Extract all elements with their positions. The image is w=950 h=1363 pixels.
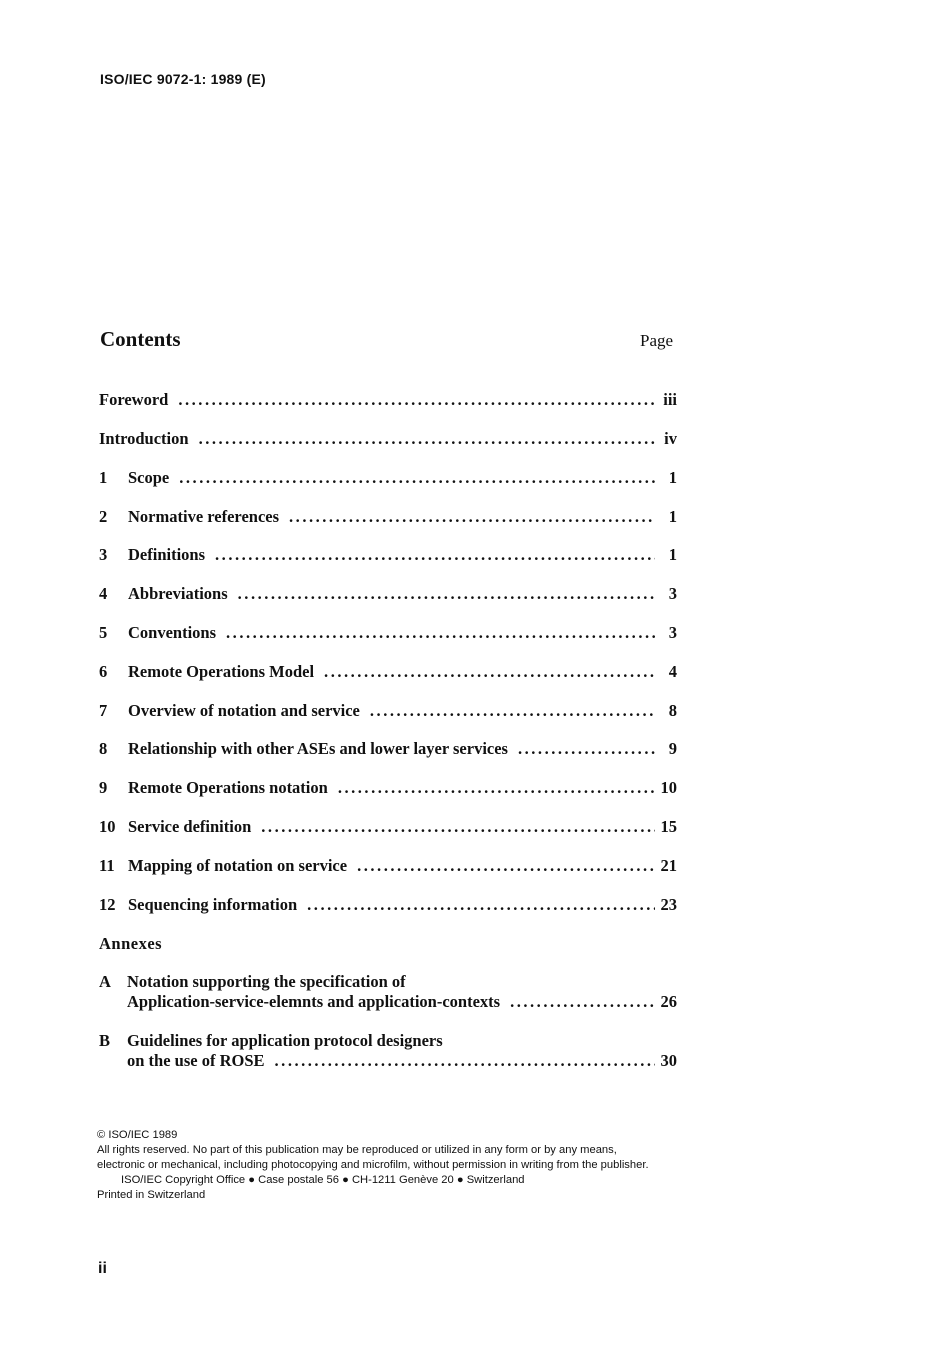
dot-leader xyxy=(338,778,655,798)
annex-entry[interactable] xyxy=(99,1031,677,1071)
toc-entry[interactable] xyxy=(99,390,677,410)
toc-entry-title: Scope xyxy=(128,468,170,487)
toc-entry-number: 2 xyxy=(99,507,108,526)
annexes-label: Annexes xyxy=(99,934,163,953)
toc-entry[interactable] xyxy=(99,817,677,837)
toc-entry[interactable] xyxy=(99,545,677,565)
toc-entry-title: Sequencing information xyxy=(128,895,298,914)
toc-entry-page: 1 xyxy=(668,507,677,526)
toc-entry[interactable] xyxy=(99,778,677,798)
dot-leader xyxy=(179,468,655,488)
toc-entry-number: 1 xyxy=(99,468,108,487)
document-id-header: ISO/IEC 9072-1: 1989 (E) xyxy=(100,71,266,87)
annex-letter: A xyxy=(99,972,111,991)
dot-leader xyxy=(307,895,654,915)
dot-leader xyxy=(199,429,655,449)
toc-entry-title: Conventions xyxy=(128,623,217,642)
toc-entry-number: 8 xyxy=(99,739,108,758)
toc-entry-number: 3 xyxy=(99,545,108,564)
toc-entry[interactable] xyxy=(99,856,677,876)
toc-entry-page: 1 xyxy=(668,545,677,564)
toc-entry-title: Introduction xyxy=(99,429,189,448)
page-column-label: Page xyxy=(640,331,674,350)
toc-entry-page: 4 xyxy=(668,662,677,681)
toc-entry-number: 5 xyxy=(99,623,108,642)
toc-entry-title: Definitions xyxy=(128,545,206,564)
toc-entry-title: Remote Operations notation xyxy=(128,778,328,797)
toc-entry[interactable] xyxy=(99,701,677,721)
toc-entry[interactable] xyxy=(99,739,677,759)
annex-page: 26 xyxy=(660,992,677,1011)
dot-leader xyxy=(275,1051,655,1071)
toc-entry[interactable] xyxy=(99,623,677,643)
toc-entry-number: 4 xyxy=(99,584,108,603)
dot-leader xyxy=(238,584,655,604)
toc-entry-title: Normative references xyxy=(128,507,280,526)
toc-entry-number: 9 xyxy=(99,778,108,797)
toc-entry[interactable] xyxy=(99,507,677,527)
copyright-address: ISO/IEC Copyright Office ● Case postale 56 ● CH-1211 Genève 20 ● Switzerland xyxy=(121,1174,525,1186)
dot-leader xyxy=(324,662,655,682)
toc-entry-page: iii xyxy=(663,390,677,409)
toc-entry-title: Remote Operations Model xyxy=(128,662,315,681)
toc-entry-page: 10 xyxy=(660,778,677,797)
toc-entry-page: 23 xyxy=(660,895,677,914)
dot-leader xyxy=(178,390,655,410)
toc-entry-number: 10 xyxy=(99,817,116,836)
toc-entry-page: 8 xyxy=(668,701,677,720)
toc-entry-title: Overview of notation and service xyxy=(128,701,360,720)
toc-entry-page: 3 xyxy=(668,584,677,603)
toc-entry-title: Foreword xyxy=(99,390,169,409)
toc-entry-page: iv xyxy=(664,429,677,448)
annex-title-line2: on the use of ROSE xyxy=(127,1051,265,1070)
toc-entry[interactable] xyxy=(99,584,677,604)
dot-leader xyxy=(510,992,654,1012)
toc-entry-page: 9 xyxy=(668,739,677,758)
dot-leader xyxy=(370,701,655,721)
annex-letter: B xyxy=(99,1031,111,1050)
toc-entry-title: Relationship with other ASEs and lower layer services xyxy=(128,739,508,758)
toc-entry-page: 15 xyxy=(660,817,677,836)
copyright-notice xyxy=(97,1128,657,1203)
copyright-line: © ISO/IEC 1989 xyxy=(97,1129,178,1141)
toc-entry[interactable] xyxy=(99,429,677,449)
toc-entry-number: 11 xyxy=(99,856,115,875)
copyright-body: All rights reserved. No part of this publication may be reproduced or utilized in any form or by any means, electronic or mechanical, including photocopying and microfilm, without permission in writing from the publisher. xyxy=(97,1144,649,1171)
toc-entry-title: Abbreviations xyxy=(128,584,228,603)
dot-leader xyxy=(357,856,654,876)
contents-title: Contents xyxy=(100,327,181,351)
toc-entry-page: 3 xyxy=(668,623,677,642)
page-number: ii xyxy=(98,1260,107,1277)
annex-title-line1: Guidelines for application protocol designers xyxy=(127,1031,443,1050)
toc-entry[interactable] xyxy=(99,662,677,682)
annex-title-line2: Application-service-elemnts and application-contexts xyxy=(127,992,501,1011)
annex-title-line1: Notation supporting the specification of xyxy=(127,972,406,991)
toc-entry-page: 21 xyxy=(660,856,677,875)
dot-leader xyxy=(518,739,655,759)
toc-entry-title: Mapping of notation on service xyxy=(128,856,348,875)
annex-page: 30 xyxy=(660,1051,677,1070)
toc-entry-title: Service definition xyxy=(128,817,252,836)
toc-entry[interactable] xyxy=(99,468,677,488)
dot-leader xyxy=(226,623,655,643)
toc-entry-number: 7 xyxy=(99,701,108,720)
annex-entry[interactable] xyxy=(99,972,677,1012)
toc-entry-number: 6 xyxy=(99,662,108,681)
dot-leader xyxy=(215,545,655,565)
toc-entry-page: 1 xyxy=(668,468,677,487)
printed-in: Printed in Switzerland xyxy=(97,1189,206,1201)
dot-leader xyxy=(261,817,654,837)
toc-entry-number: 12 xyxy=(99,895,116,914)
toc-entry[interactable] xyxy=(99,895,677,915)
dot-leader xyxy=(289,507,655,527)
